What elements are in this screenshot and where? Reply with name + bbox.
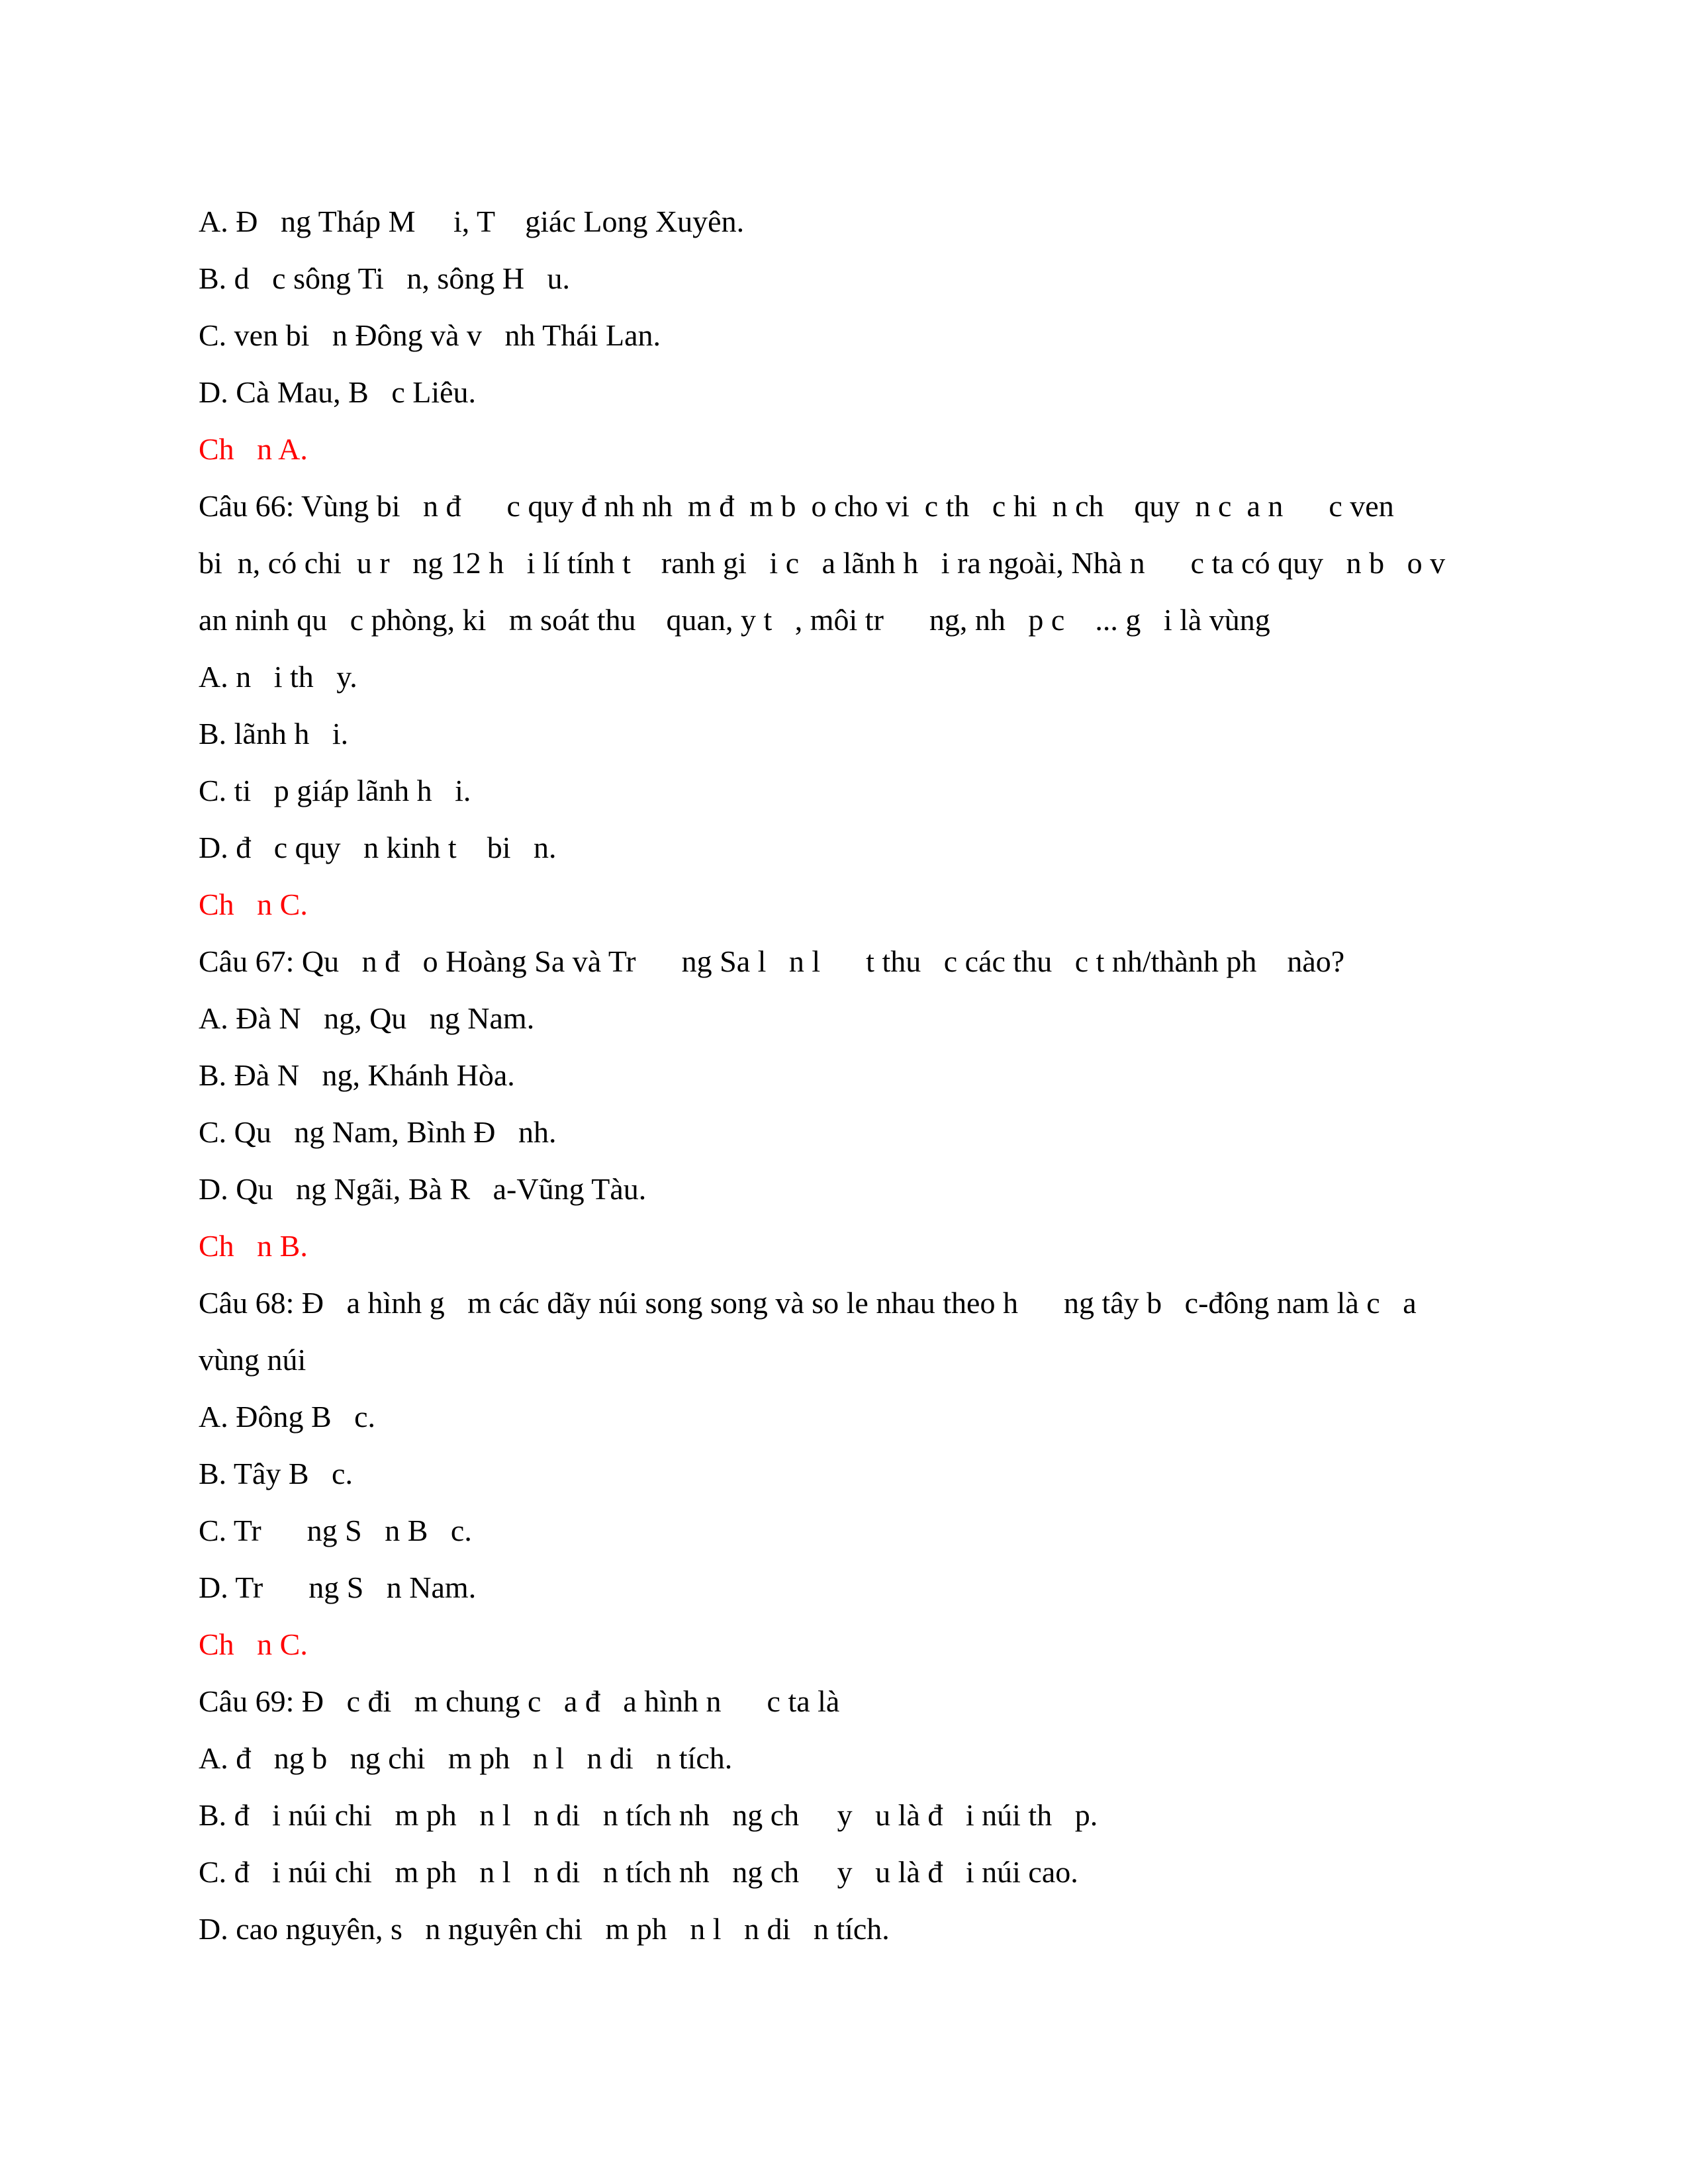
question-line: Câu 66: Vùng bi n đ c quy đ nh nh m đ m b o cho vi c th c hi n ch quy n c a n c ven (199, 489, 1394, 523)
option-line: B. Đà N ng, Khánh Hòa. (199, 1058, 515, 1092)
option-line: B. Tây B c. (199, 1457, 353, 1490)
option-line: D. đ c quy n kinh t bi n. (199, 831, 557, 864)
option-line: A. Đông B c. (199, 1400, 376, 1433)
question-line: Câu 69: Đ c đi m chung c a đ a hình n c ta là (199, 1684, 840, 1718)
option-line: A. Đà N ng, Qu ng Nam. (199, 1001, 535, 1035)
question-line: an ninh qu c phòng, ki m soát thu quan, y t , môi tr ng, nh p c ... g i là vùng (199, 603, 1270, 637)
option-line: D. cao nguyên, s n nguyên chi m ph n l n di n tích. (199, 1912, 890, 1946)
option-line: C. ti p giáp lãnh h i. (199, 774, 471, 807)
answer-line: Ch n C. (199, 887, 308, 921)
option-line: B. đ i núi chi m ph n l n di n tích nh ng ch y u là đ i núi th p. (199, 1798, 1098, 1832)
option-line: C. Tr ng S n B c. (199, 1514, 472, 1547)
option-line: C. đ i núi chi m ph n l n di n tích nh ng ch y u là đ i núi cao. (199, 1855, 1078, 1889)
answer-line: Ch n A. (199, 432, 308, 466)
option-line: A. đ ng b ng chi m ph n l n di n tích. (199, 1741, 733, 1775)
option-line: C. Qu ng Nam, Bình Đ nh. (199, 1115, 557, 1149)
option-line: D. Qu ng Ngãi, Bà R a-Vũng Tàu. (199, 1172, 647, 1206)
option-line: D. Tr ng S n Nam. (199, 1570, 477, 1604)
option-line: D. Cà Mau, B c Liêu. (199, 375, 477, 409)
document-body (199, 193, 1496, 1958)
option-line: A. n i th y. (199, 660, 357, 694)
question-line: bi n, có chi u r ng 12 h i lí tính t ranh gi i c a lãnh h i ra ngoài, Nhà n c ta có quy n b o v (199, 546, 1446, 580)
question-line: Câu 68: Đ a hình g m các dãy núi song song và so le nhau theo h ng tây b c-đông nam là c a (199, 1286, 1417, 1320)
option-line: C. ven bi n Đông và v nh Thái Lan. (199, 318, 661, 352)
option-line: B. lãnh h i. (199, 717, 349, 751)
answer-line: Ch n B. (199, 1229, 308, 1263)
question-line: vùng núi (199, 1343, 306, 1377)
option-line: A. Đ ng Tháp M i, T giác Long Xuyên. (199, 205, 745, 238)
option-line: B. d c sông Ti n, sông H u. (199, 261, 571, 295)
question-line: Câu 67: Qu n đ o Hoàng Sa và Tr ng Sa l n l t thu c các thu c t nh/thành ph nào? (199, 944, 1345, 978)
answer-line: Ch n C. (199, 1627, 308, 1661)
